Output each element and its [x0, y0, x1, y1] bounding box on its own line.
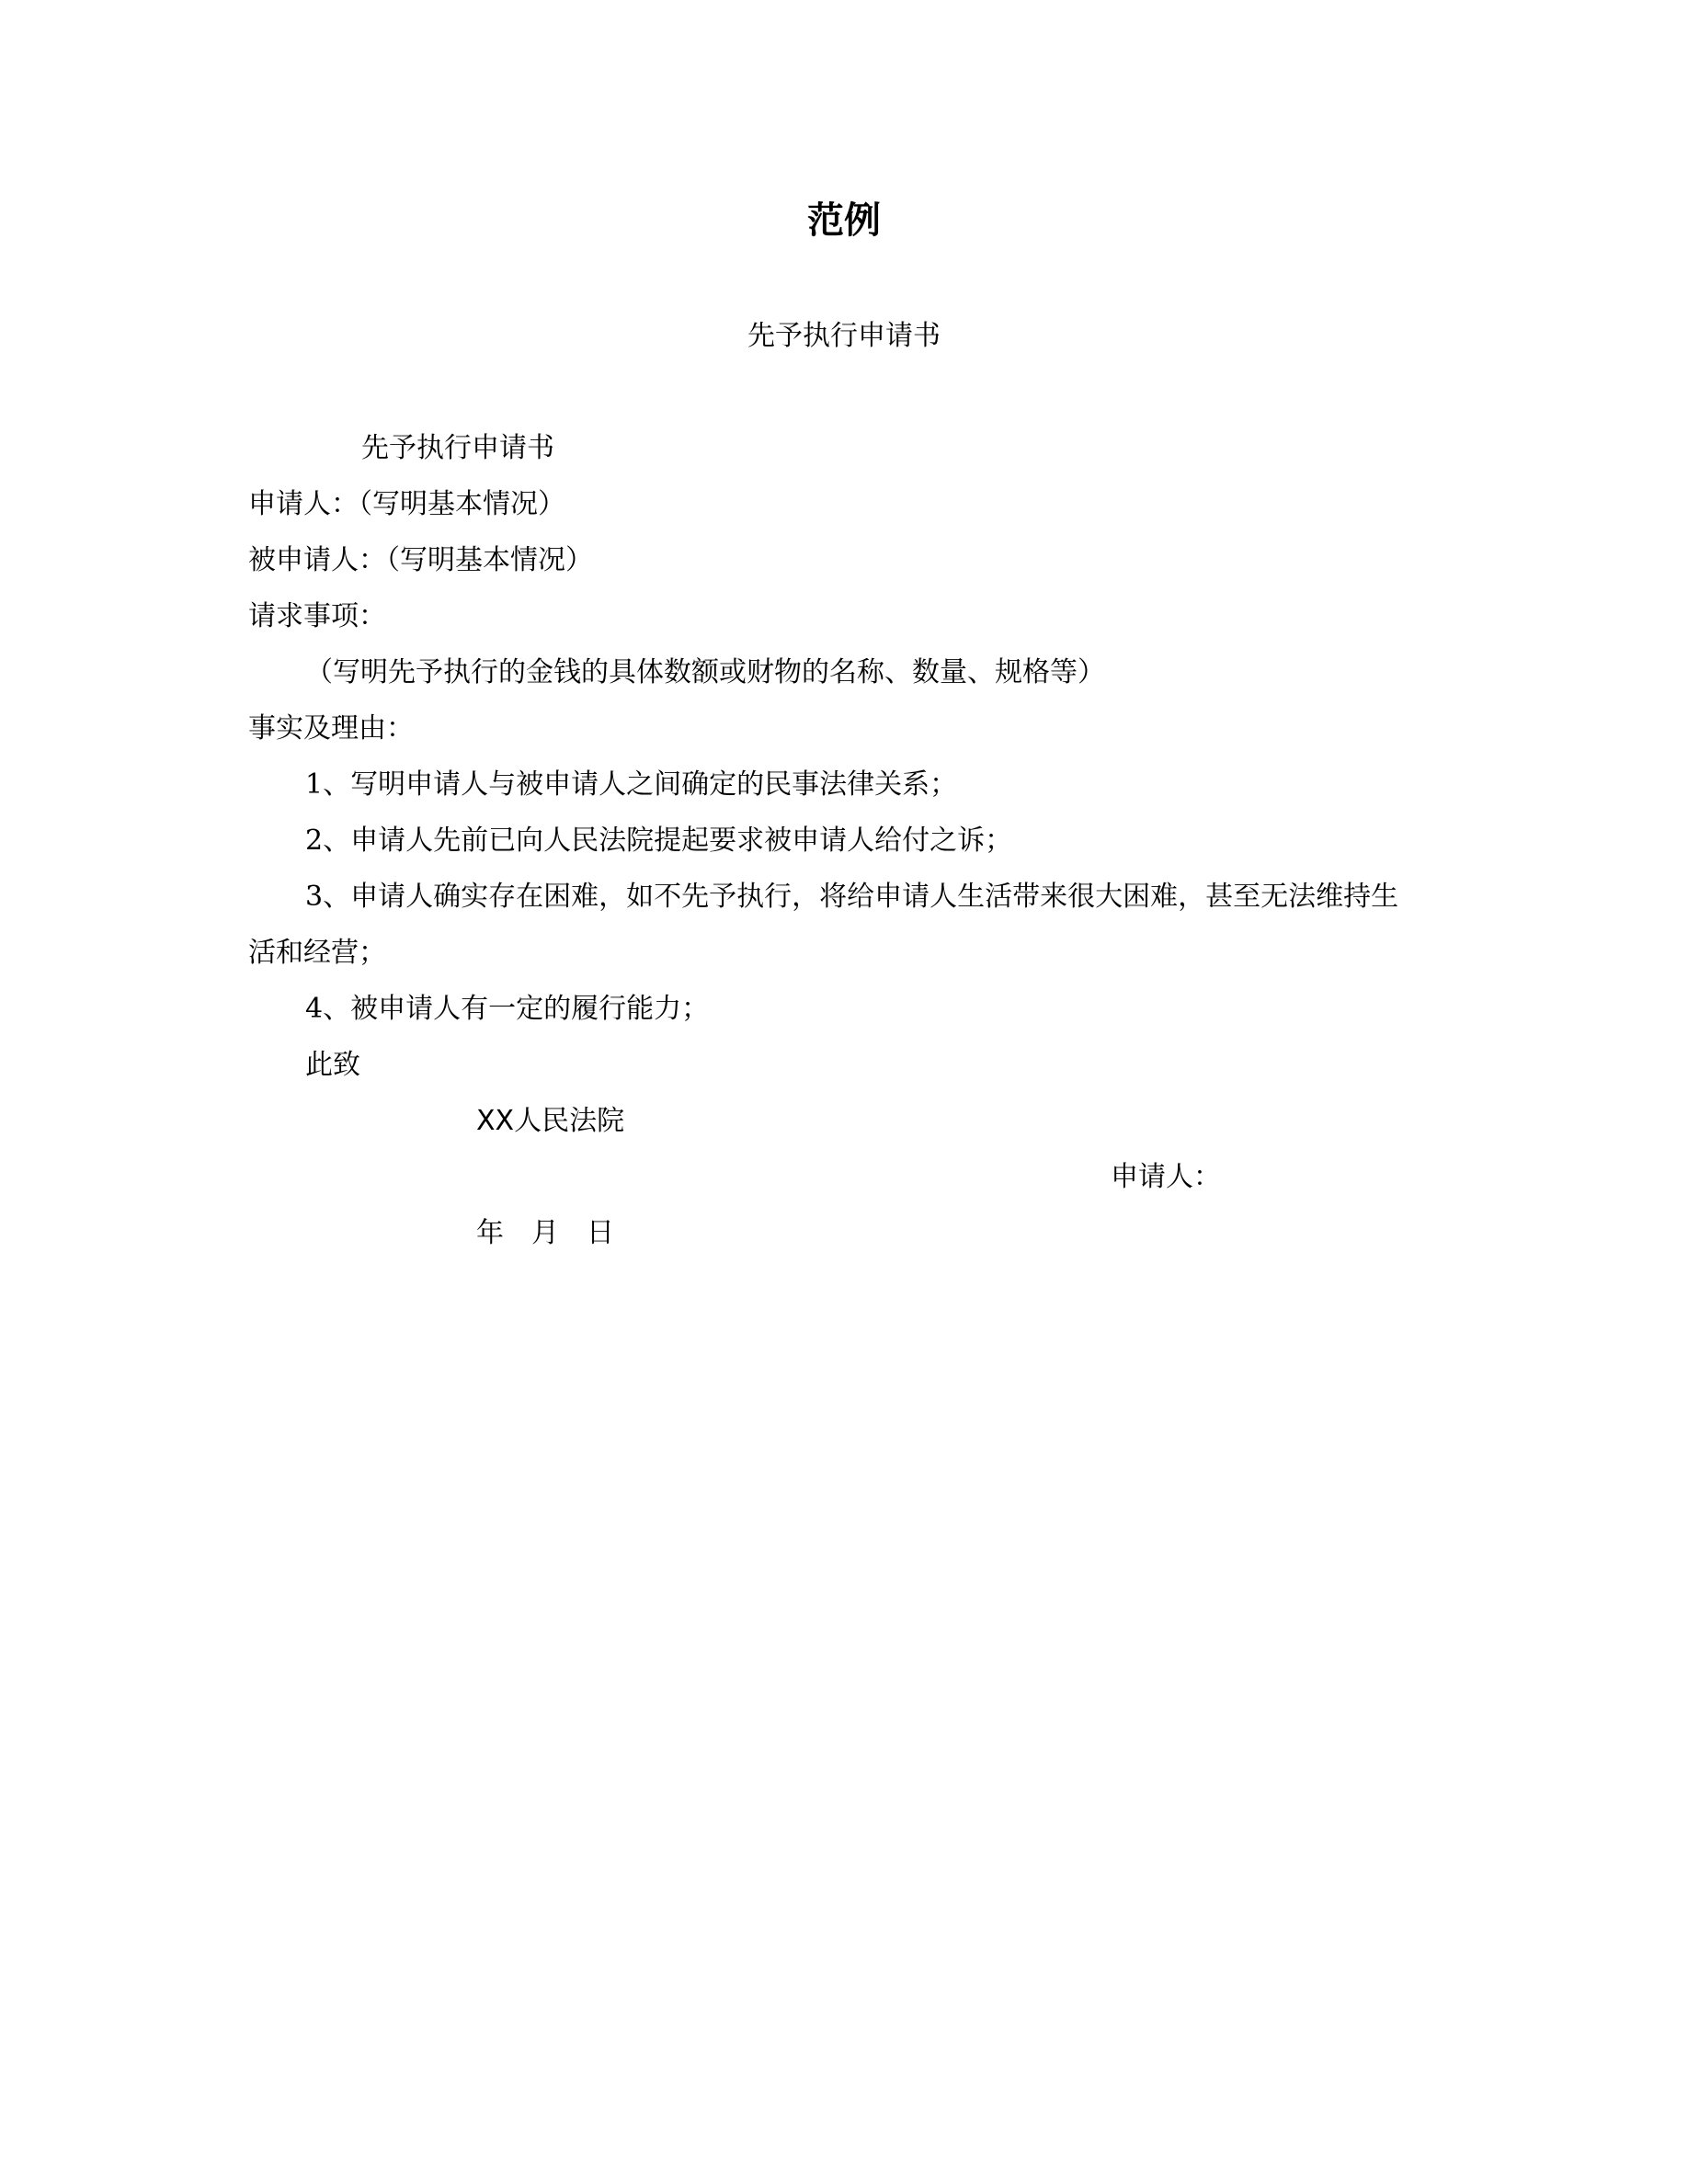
reason-item: 1、写明申请人与被申请人之间确定的民事法律关系； — [305, 768, 958, 801]
reason-item-continuation: 活和经营； — [248, 937, 386, 969]
closing-salutation: 此致 — [305, 1049, 360, 1081]
document-heading: 范例 — [807, 199, 881, 242]
reason-item: 4、被申请人有一定的履行能力； — [305, 993, 710, 1025]
claims-content: （写明先予执行的金钱的具体数额或财物的名称、数量、规格等） — [305, 656, 1105, 688]
signature-label: 申请人： — [1111, 1161, 1221, 1193]
date-line: 年 月 日 — [476, 1217, 614, 1249]
form-title: 先予执行申请书 — [361, 432, 554, 464]
court-name: XX人民法院 — [476, 1105, 625, 1137]
document-subtitle: 先予执行申请书 — [747, 320, 941, 352]
reason-item: 2、申请人先前已向人民法院提起要求被申请人给付之诉； — [305, 825, 1013, 857]
applicant-line: 申请人：（写明基本情况） — [248, 488, 565, 520]
facts-label: 事实及理由： — [248, 712, 414, 745]
reason-item: 3、申请人确实存在困难，如不先予执行，将给申请人生活带来很大困难，甚至无法维持生 — [305, 881, 1399, 913]
respondent-line: 被申请人：（写明基本情况） — [248, 544, 593, 576]
claims-label: 请求事项： — [248, 600, 386, 632]
